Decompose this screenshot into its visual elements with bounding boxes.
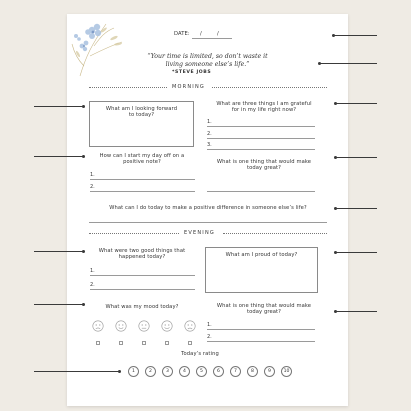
prompt-text: What is one thing that would make <box>216 159 312 165</box>
answer-line[interactable] <box>89 222 327 223</box>
quote-line-1: “Your time is limited, so don’t waste it <box>147 53 268 60</box>
answer-line[interactable] <box>207 138 315 139</box>
answer-line[interactable] <box>207 126 315 127</box>
date-label: DATE: <box>174 31 190 37</box>
mood-checkbox[interactable] <box>119 341 123 345</box>
rating-option[interactable]: 10 <box>281 366 292 377</box>
quote-author: *STEVE JOBS <box>172 70 212 75</box>
flower-decoration-icon <box>70 16 128 78</box>
prompt-text: today great? <box>246 165 282 171</box>
answer-line[interactable] <box>90 191 195 192</box>
callout-line <box>334 35 377 36</box>
list-number: 1. <box>90 268 95 274</box>
callout-line <box>336 252 377 253</box>
callout-line <box>336 157 377 158</box>
mood-face-icon[interactable] <box>138 320 150 332</box>
mood-face-icon[interactable] <box>161 320 173 332</box>
answer-line[interactable] <box>207 191 315 192</box>
section-title-morning: MORNING <box>172 84 205 90</box>
callout-line <box>34 371 120 372</box>
list-number: 3. <box>207 142 212 148</box>
date-separator: / <box>217 31 219 37</box>
answer-line[interactable] <box>90 275 195 276</box>
answer-line[interactable] <box>207 149 315 150</box>
rating-option[interactable]: 2 <box>145 366 156 377</box>
prompt-text: today great? <box>246 309 282 315</box>
prompt-text: What am I proud of today? <box>225 252 298 258</box>
callout-dot <box>82 105 85 108</box>
rating-option[interactable]: 1 <box>128 366 139 377</box>
mood-face-icon[interactable] <box>92 320 104 332</box>
rating-option[interactable]: 8 <box>247 366 258 377</box>
list-number: 2. <box>207 131 212 137</box>
callout-line <box>34 251 84 252</box>
mood-checkbox[interactable] <box>165 341 169 345</box>
list-number: 2. <box>207 334 212 340</box>
answer-line[interactable] <box>90 179 195 180</box>
mood-checkbox[interactable] <box>142 341 146 345</box>
list-number: 1. <box>207 322 212 328</box>
answer-line[interactable] <box>207 341 315 342</box>
prompt-text: What were two good things that <box>98 248 186 254</box>
prompt-text: What can I do today to make a positive difference in someone else’s life? <box>109 205 307 211</box>
rating-option[interactable]: 9 <box>264 366 275 377</box>
callout-dot <box>82 303 85 306</box>
prompt-text: What are three things I am grateful <box>216 101 312 107</box>
prompt-text: for in my life right now? <box>231 107 297 113</box>
callout-dot <box>82 250 85 253</box>
divider <box>212 87 327 88</box>
list-number: 1. <box>207 119 212 125</box>
rating-label: Today’s rating <box>181 351 219 357</box>
mood-face-icon[interactable] <box>115 320 127 332</box>
prompt-text: What am I looking forward <box>105 106 178 112</box>
rating-option[interactable]: 4 <box>179 366 190 377</box>
divider <box>89 87 167 88</box>
list-number: 1. <box>90 172 95 178</box>
mood-face-icon[interactable] <box>184 320 196 332</box>
quote-line-2: living someone else’s life.” <box>165 61 250 68</box>
answer-line[interactable] <box>207 329 315 330</box>
prompt-text: to today? <box>128 112 155 118</box>
section-title-evening: EVENING <box>184 230 215 236</box>
answer-line[interactable] <box>90 289 195 290</box>
rating-option[interactable]: 6 <box>213 366 224 377</box>
rating-option[interactable]: 7 <box>230 366 241 377</box>
divider <box>223 233 327 234</box>
prompt-text: What was my mood today? <box>105 304 179 310</box>
callout-line <box>34 304 84 305</box>
prompt-text: How can I start my day off on a <box>99 153 185 159</box>
callout-line <box>320 63 377 64</box>
rating-option[interactable]: 5 <box>196 366 207 377</box>
callout-line <box>336 208 377 209</box>
prompt-text: positive note? <box>123 159 161 165</box>
mood-checkbox[interactable] <box>188 341 192 345</box>
mood-checkbox[interactable] <box>96 341 100 345</box>
callout-dot <box>82 155 85 158</box>
date-line[interactable] <box>192 38 232 39</box>
callout-line <box>34 106 84 107</box>
callout-line <box>34 156 84 157</box>
date-separator: / <box>200 31 202 37</box>
divider <box>89 233 179 234</box>
callout-line <box>336 311 377 312</box>
prompt-text: What is one thing that would make <box>216 303 312 309</box>
callout-dot <box>118 370 121 373</box>
list-number: 2. <box>90 184 95 190</box>
rating-option[interactable]: 3 <box>162 366 173 377</box>
callout-line <box>336 103 377 104</box>
prompt-text: happened today? <box>118 254 166 260</box>
list-number: 2. <box>90 282 95 288</box>
